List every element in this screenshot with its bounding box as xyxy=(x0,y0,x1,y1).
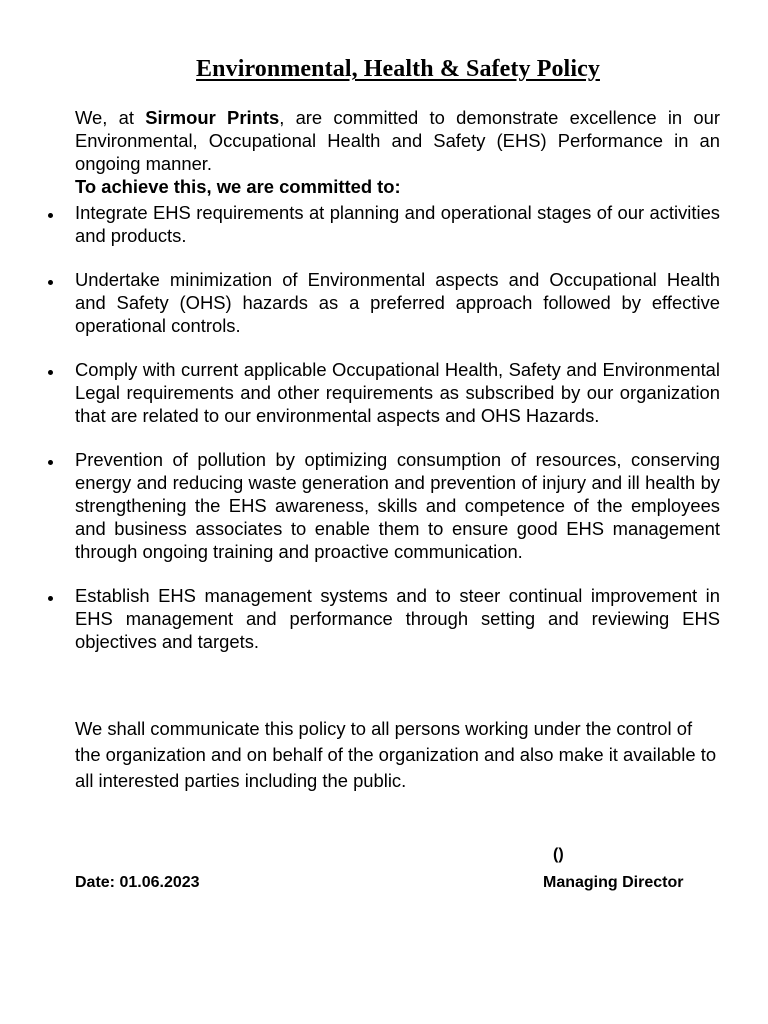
commitment-text: Establish EHS management systems and to steer continual improvement in EHS management and performance through setting and reviewing EHS objectives and targets. xyxy=(75,585,720,652)
intro-prefix: We, at xyxy=(75,107,146,128)
commitment-item xyxy=(75,584,720,653)
commitment-text: Comply with current applicable Occupational Health, Safety and Environmental Legal requirements and other requirements as subscribed by our organization that are related to our environmental aspects and OHS Hazards. xyxy=(75,359,720,426)
bullet-icon xyxy=(48,370,53,375)
commitment-item xyxy=(75,201,720,247)
intro-section xyxy=(75,106,720,198)
commitment-item xyxy=(75,448,720,563)
bullet-icon xyxy=(48,596,53,601)
closing-paragraph: We shall communicate this policy to all persons working under the control of the organization and on behalf of the organization and also make it available to all interested parties including the public. xyxy=(75,718,717,791)
bullet-icon xyxy=(48,280,53,285)
commitments-list xyxy=(75,201,720,674)
commitment-text: Integrate EHS requirements at planning and operational stages of our activities and products. xyxy=(75,202,720,246)
bullet-icon xyxy=(48,460,53,465)
intro-suffix: , are committed to demonstrate excellence in our Environmental, Occupational Health and Safety (EHS) Performance in an ongoing manner. xyxy=(75,107,721,174)
bullet-icon xyxy=(48,213,53,218)
page-title: Environmental, Health & Safety Policy xyxy=(196,56,600,82)
closing-section xyxy=(75,716,720,794)
commitment-text: Prevention of pollution by optimizing consumption of resources, conserving energy and reducing waste generation and prevention of injury and ill health by strengthening the EHS awareness, skills and competence of the employees and business associates to enable them to ensure good EHS management through ongoing training and proactive communication. xyxy=(75,449,720,562)
commitment-item xyxy=(75,358,720,427)
signature-mark: () xyxy=(553,846,564,863)
policy-date: Date: 01.06.2023 xyxy=(75,874,200,891)
commitment-text: Undertake minimization of Environmental aspects and Occupational Health and Safety (OHS) hazards as a preferred approach followed by effective operational controls. xyxy=(75,269,720,336)
commitment-lead: To achieve this, we are committed to: xyxy=(75,176,401,197)
signatory-title: Managing Director xyxy=(543,874,684,891)
company-name: Sirmour Prints xyxy=(145,107,280,128)
intro-paragraph xyxy=(75,106,720,175)
commitment-item xyxy=(75,268,720,337)
